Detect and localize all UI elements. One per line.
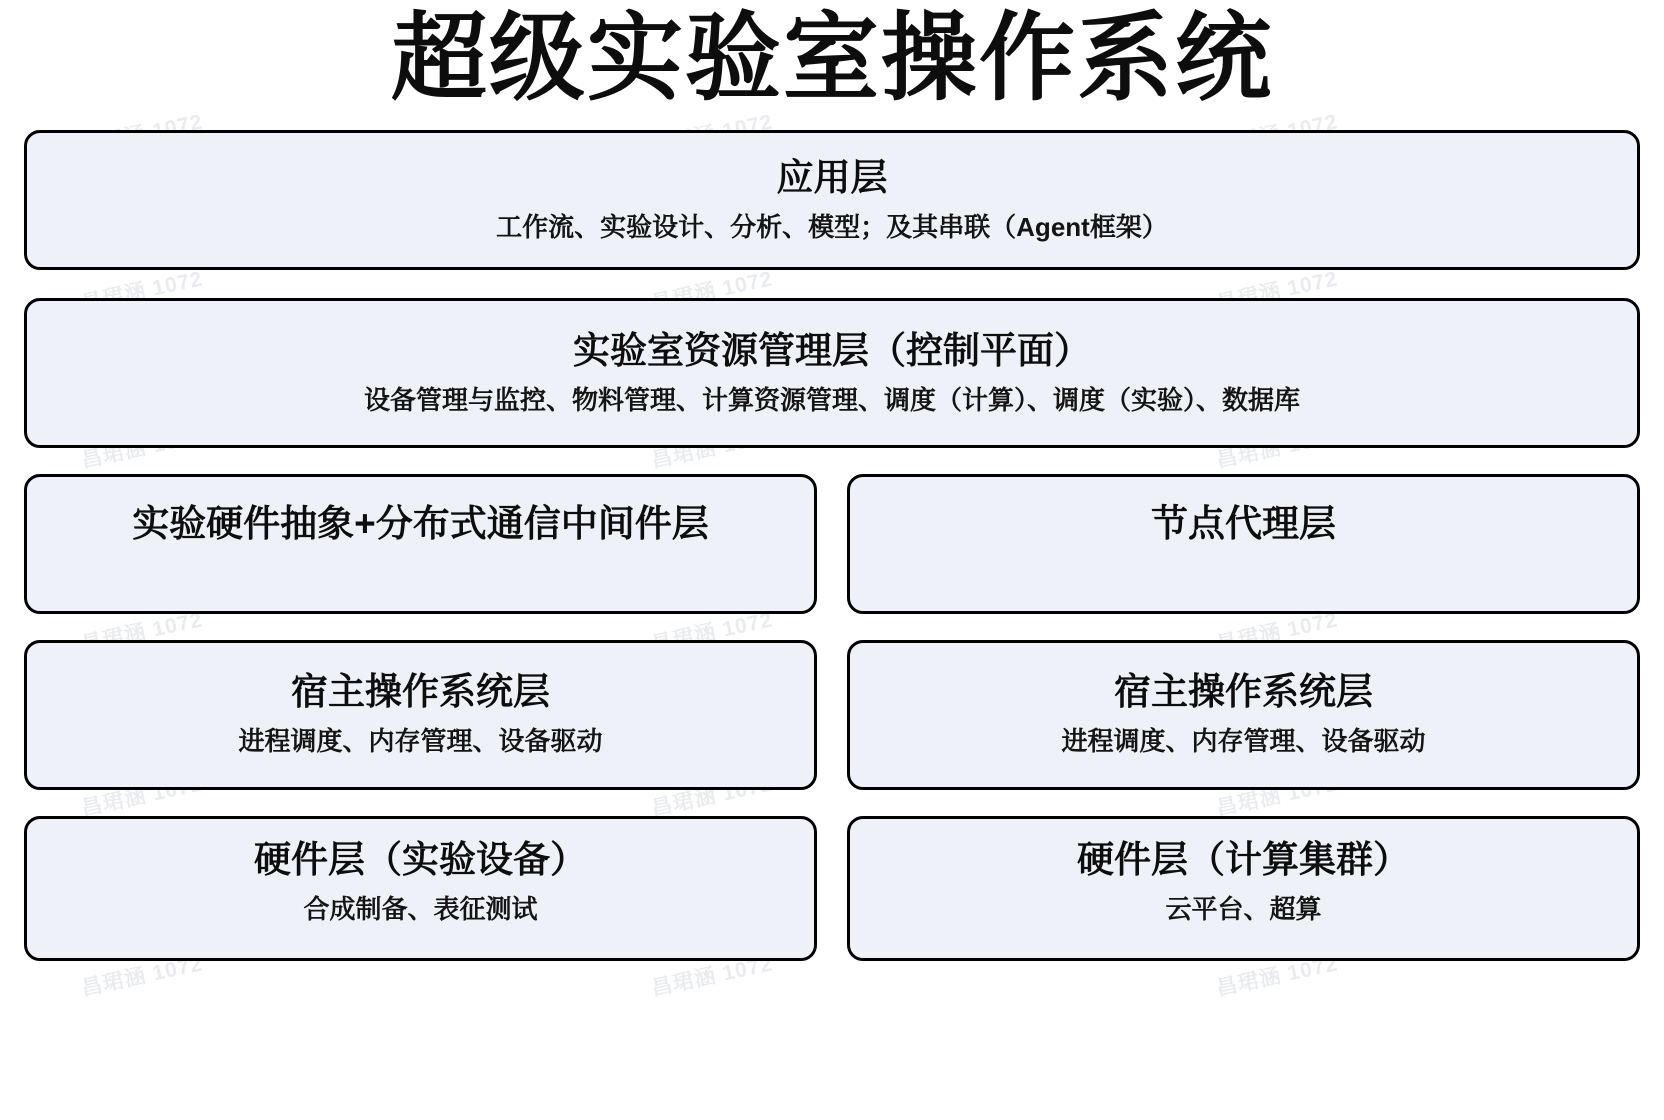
layer-application-subtitle: 工作流、实验设计、分析、模型；及其串联（Agent框架） [496, 211, 1168, 242]
layer-hardware-compute-cluster-subtitle: 云平台、超算 [1165, 893, 1322, 924]
layer-resource-management-subtitle: 设备管理与监控、物料管理、计算资源管理、调度（计算）、调度（实验）、数据库 [363, 384, 1300, 415]
watermark-text: 昌珺涵 1072 [1214, 424, 1340, 473]
layer-hardware-compute-cluster-title: 硬件层（计算集群） [1077, 838, 1410, 880]
watermark-text: 昌珺涵 1072 [649, 952, 775, 1001]
watermark-text: 昌珺涵 1072 [1214, 772, 1340, 821]
layer-host-os-right [847, 640, 1640, 790]
watermark-text: 昌珺涵 1072 [649, 424, 775, 473]
page-title: 超级实验室操作系统 [391, 5, 1273, 112]
layer-node-agent-title: 节点代理层 [1151, 502, 1336, 544]
watermark-text: 昌珺涵 1072 [649, 608, 775, 657]
layer-hardware-abstraction-middleware [24, 474, 817, 614]
watermark-text: 昌珺涵 1072 [1214, 952, 1340, 1001]
layer-hardware-compute-cluster [847, 816, 1640, 961]
layer-host-os-right-title: 宿主操作系统层 [1114, 670, 1373, 712]
layer-node-agent [847, 474, 1640, 614]
watermark-text: 昌珺涵 1072 [79, 424, 205, 473]
watermark-text: 昌珺涵 1072 [79, 952, 205, 1001]
hardware-row [24, 816, 1640, 961]
watermark-text: 昌珺涵 1072 [649, 772, 775, 821]
layer-hardware-experiment-title: 硬件层（实验设备） [254, 838, 587, 880]
layer-host-os-left-subtitle: 进程调度、内存管理、设备驱动 [238, 725, 603, 756]
middleware-row [24, 474, 1640, 640]
layer-application-title: 应用层 [776, 156, 888, 198]
layer-host-os-right-subtitle: 进程调度、内存管理、设备驱动 [1061, 725, 1426, 756]
layer-hardware-experiment [24, 816, 817, 961]
watermark-text: 昌珺涵 1072 [79, 267, 205, 316]
layer-hardware-abstraction-title: 实验硬件抽象+分布式通信中间件层 [132, 502, 709, 544]
architecture-diagram [0, 112, 1664, 961]
layer-resource-management [24, 298, 1640, 448]
layer-application [24, 130, 1640, 270]
watermark-text: 昌珺涵 1072 [1214, 267, 1340, 316]
watermark-text: 昌珺涵 1072 [79, 772, 205, 821]
watermark-text: 昌珺涵 1072 [1214, 608, 1340, 657]
layer-hardware-experiment-subtitle: 合成制备、表征测试 [303, 893, 538, 924]
layer-resource-management-title: 实验室资源管理层（控制平面） [573, 329, 1091, 371]
watermark-text: 昌珺涵 1072 [649, 267, 775, 316]
host-os-row [24, 640, 1640, 816]
watermark-text: 昌珺涵 1072 [79, 608, 205, 657]
layer-host-os-left-title: 宿主操作系统层 [291, 670, 550, 712]
layer-host-os-left [24, 640, 817, 790]
